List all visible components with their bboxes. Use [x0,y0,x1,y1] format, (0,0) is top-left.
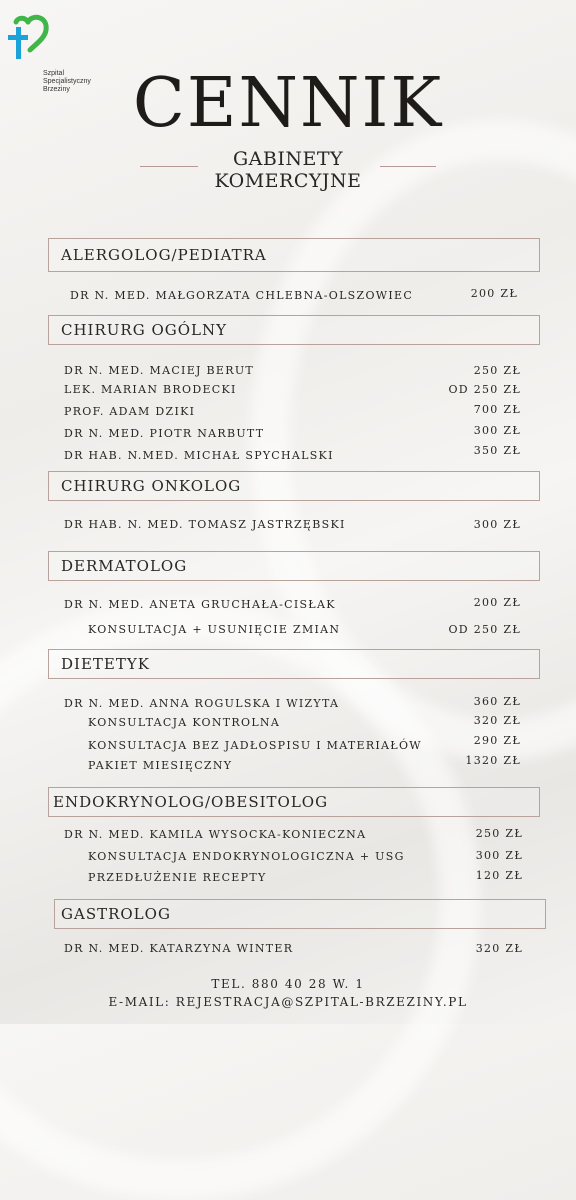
doctor-name: DR N. MED. ANNA ROGULSKA I WIZYTA [64,697,340,710]
service-name: KONSULTACJA KONTROLNA [88,716,281,729]
section-header-endokrynolog [48,787,540,817]
service-name: PAKIET MIESIĘCZNY [88,759,233,772]
heart-cross-icon [6,14,52,60]
logo-line: Szpital [43,70,65,77]
service-name: PRZEDŁUŻENIE RECEPTY [88,871,267,884]
section-title: DIETETYK [61,655,150,673]
divider-right [380,166,436,167]
doctor-name: PROF. ADAM DZIKI [64,405,196,418]
price: 300 ZŁ [473,518,521,531]
logo-line: Specjalistyczny [43,78,91,85]
price: 320 ZŁ [473,714,521,727]
section-header-chirurg [48,315,540,345]
page-title: CENNIK [132,64,444,143]
doctor-name: DR N. MED. MACIEJ BERUT [64,364,255,377]
doctor-name: DR N. MED. KATARZYNA WINTER [64,942,294,955]
section-title: ALERGOLOG/PEDIATRA [61,246,267,264]
section-title: CHIRURG ONKOLOG [61,477,242,495]
price: 200 ZŁ [470,287,518,300]
price: 250 ZŁ [473,364,521,377]
service-name: KONSULTACJA + USUNIĘCIE ZMIAN [88,623,341,636]
section-header-alergolog [48,238,540,272]
price: 700 ZŁ [473,403,521,416]
doctor-name: DR N. MED. PIOTR NARBUTT [64,427,265,440]
section-header-onkolog [48,471,540,501]
doctor-name: DR HAB. N. MED. TOMASZ JASTRZĘBSKI [64,518,346,531]
doctor-name: DR N. MED. ANETA GRUCHAŁA-CISŁAK [64,598,336,611]
doctor-name: DR N. MED. KAMILA WYSOCKA-KONIECZNA [64,828,367,841]
footer-phone: TEL. 880 40 28 W. 1 [211,977,365,991]
price: 300 ZŁ [475,849,523,862]
doctor-name: DR N. MED. MAŁGORZATA CHLEBNA-OLSZOWIEC [70,289,414,302]
section-title: CHIRURG OGÓLNY [61,321,228,339]
price: 290 ZŁ [473,734,521,747]
price: 200 ZŁ [473,596,521,609]
price: 1320 ZŁ [465,754,521,767]
section-header-gastrolog [54,899,546,929]
logo-line: Brzeziny [43,86,70,93]
subtitle-line: GABINETY [232,148,344,170]
doctor-name: DR HAB. N.MED. MICHAŁ SPYCHALSKI [64,449,334,462]
service-name: KONSULTACJA BEZ JADŁOSPISU I MATERIAŁÓW [88,739,422,752]
footer-email[interactable]: E-MAIL: REJESTRACJA@SZPITAL-BRZEZINY.PL [108,995,468,1009]
price: 120 ZŁ [475,869,523,882]
price: OD 250 ZŁ [448,383,521,396]
section-header-dermatolog [48,551,540,581]
section-title: DERMATOLOG [61,557,188,575]
price: OD 250 ZŁ [448,623,521,636]
subtitle-line: KOMERCYJNE [214,170,362,192]
price: 320 ZŁ [475,942,523,955]
price: 350 ZŁ [473,444,521,457]
section-header-dietetyk [48,649,540,679]
price: 300 ZŁ [473,424,521,437]
section-title: GASTROLOG [61,905,171,923]
page-subtitle [0,148,576,192]
price: 250 ZŁ [475,827,523,840]
section-title: ENDOKRYNOLOG/OBESITOLOG [53,793,329,811]
price: 360 ZŁ [473,695,521,708]
divider-left [140,166,198,167]
doctor-name: LEK. MARIAN BRODECKI [64,383,237,396]
service-name: KONSULTACJA ENDOKRYNOLOGICZNA + USG [88,850,405,863]
